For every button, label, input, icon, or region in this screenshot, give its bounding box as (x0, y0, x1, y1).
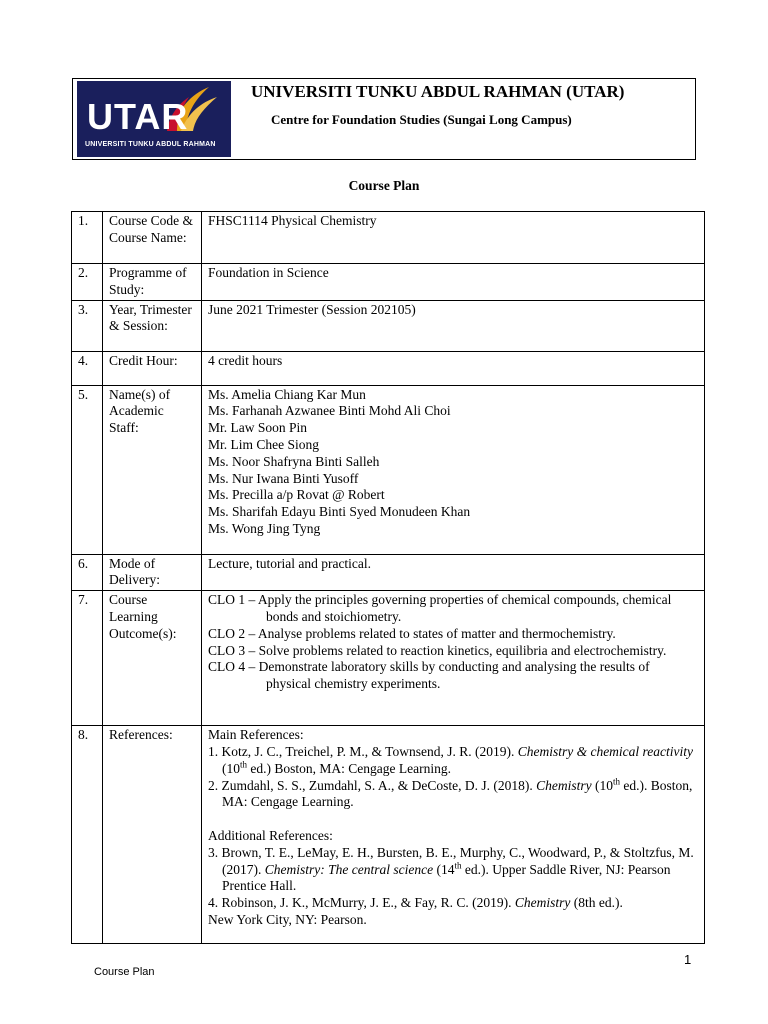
row-label: Course Learning Outcome(s): (103, 591, 202, 726)
table-row (72, 726, 705, 944)
spacer (208, 811, 698, 828)
references-heading: Main References: (208, 727, 304, 743)
staff-name: Ms. Nur Iwana Binti Yusoff (208, 470, 359, 486)
page-number: 1 (684, 952, 692, 967)
row-label: Programme of Study: (103, 264, 202, 301)
clo-list (202, 591, 705, 726)
row-number: 1. (72, 212, 103, 264)
row-number: 4. (72, 351, 103, 385)
table-row (72, 385, 705, 554)
logo-subtext: UNIVERSITI TUNKU ABDUL RAHMAN (85, 141, 216, 148)
course-plan-table (71, 211, 705, 944)
staff-list (202, 385, 705, 554)
reference-edition: (10 (591, 777, 613, 793)
clo-item (208, 592, 698, 626)
clo-code: CLO 1 – (208, 592, 256, 608)
utar-logo (77, 81, 231, 157)
staff-name: Ms. Sharifah Edayu Binti Syed Monudeen Khan (208, 504, 471, 520)
clo-item (208, 626, 698, 643)
staff-name: Ms. Precilla a/p Rovat @ Robert (208, 487, 385, 503)
reference-edition: (14 (433, 861, 455, 877)
reference-item (208, 845, 698, 895)
table-row (72, 554, 705, 591)
reference-edition: (10 (222, 760, 240, 776)
clo-item (208, 659, 698, 693)
header-box (72, 78, 696, 160)
reference-edition-sup: th (613, 776, 621, 787)
clo-code: CLO 2 – (208, 625, 256, 641)
reference-authors: 4. Robinson, J. K., McMurry, J. E., & Fay, R. C. (2019). (208, 895, 515, 911)
row-value: Lecture, tutorial and practical. (202, 554, 705, 591)
clo-text: Apply the principles governing properties of chemical compounds, chemical bonds and stoichiometry. (257, 592, 672, 624)
row-label: Credit Hour: (103, 351, 202, 385)
row-number: 3. (72, 300, 103, 351)
table-row (72, 300, 705, 351)
reference-item (208, 895, 698, 912)
table-row (72, 212, 705, 264)
row-value: June 2021 Trimester (Session 202105) (202, 300, 705, 351)
reference-publisher: ed.). Upper Saddle River, NJ: Pearson Prentice Hall. (222, 861, 671, 894)
clo-code: CLO 4 – (208, 659, 256, 675)
reference-item (208, 744, 698, 778)
reference-title: Chemistry (514, 895, 571, 911)
reference-edition-sup: th (240, 759, 248, 770)
reference-authors: 2. Zumdahl, S. S., Zumdahl, S. A., & DeCoste, D. J. (2018). (208, 777, 537, 793)
row-value: 4 credit hours (202, 351, 705, 385)
reference-publisher: ed.) Boston, MA: Cengage Learning. (247, 760, 451, 776)
staff-name: Ms. Amelia Chiang Kar Mun (208, 386, 366, 402)
reference-item (208, 778, 698, 812)
row-value: Foundation in Science (202, 264, 705, 301)
staff-name: Ms. Noor Shafryna Binti Salleh (208, 453, 380, 469)
row-number: 6. (72, 554, 103, 591)
reference-title: Chemistry (536, 777, 592, 793)
clo-text: Analyse problems related to states of matter and thermochemistry. (257, 625, 616, 641)
logo-wordmark: UTAR (87, 96, 189, 137)
staff-name: Mr. Law Soon Pin (208, 420, 308, 436)
clo-code: CLO 3 – (208, 642, 256, 658)
clo-item (208, 643, 698, 660)
row-value: FHSC1114 Physical Chemistry (202, 212, 705, 264)
staff-name: Ms. Wong Jing Tyng (208, 520, 321, 536)
references-heading: Additional References: (208, 827, 333, 843)
page-title: Course Plan (348, 178, 420, 193)
table-row (72, 351, 705, 385)
table-row (72, 264, 705, 301)
reference-title: Chemistry & chemical reactivity (517, 743, 694, 759)
row-label: Course Code & Course Name: (103, 212, 202, 264)
row-label: Name(s) of Academic Staff: (103, 385, 202, 554)
clo-text: Demonstrate laboratory skills by conducting and analysing the results of physical chemistry experiments. (258, 659, 650, 692)
row-number: 2. (72, 264, 103, 301)
row-label: Mode of Delivery: (103, 554, 202, 591)
footer-label: Course Plan (94, 966, 155, 978)
centre-name: Centre for Foundation Studies (Sungai Long Campus) (271, 112, 572, 127)
reference-edition-sup: th (454, 860, 462, 871)
reference-authors: 3. Brown, T. E., LeMay, E. H., Bursten, B. E., Murphy, C., Woodward, P., & Stoltzfus, M. (2017). (208, 844, 694, 877)
row-number: 5. (72, 385, 103, 554)
clo-text: Solve problems related to reaction kinetics, equilibria and electrochemistry. (258, 642, 667, 658)
row-label: References: (103, 726, 202, 944)
reference-list (202, 726, 705, 944)
reference-edition: (8th ed.). (570, 895, 623, 911)
reference-publisher: ed.). Boston, MA: Cengage Learning. (222, 777, 693, 810)
staff-name: Mr. Lim Chee Siong (208, 436, 319, 452)
table-row (72, 591, 705, 726)
reference-title: Chemistry: The central science (264, 861, 434, 877)
row-number: 8. (72, 726, 103, 944)
row-number: 7. (72, 591, 103, 726)
row-label: Year, Trimester & Session: (103, 300, 202, 351)
staff-name: Ms. Farhanah Azwanee Binti Mohd Ali Choi (208, 403, 451, 419)
reference-continuation: New York City, NY: Pearson. (208, 911, 367, 927)
reference-authors: 1. Kotz, J. C., Treichel, P. M., & Townsend, J. R. (2019). (208, 743, 518, 759)
university-name: UNIVERSITI TUNKU ABDUL RAHMAN (UTAR) (251, 82, 625, 101)
